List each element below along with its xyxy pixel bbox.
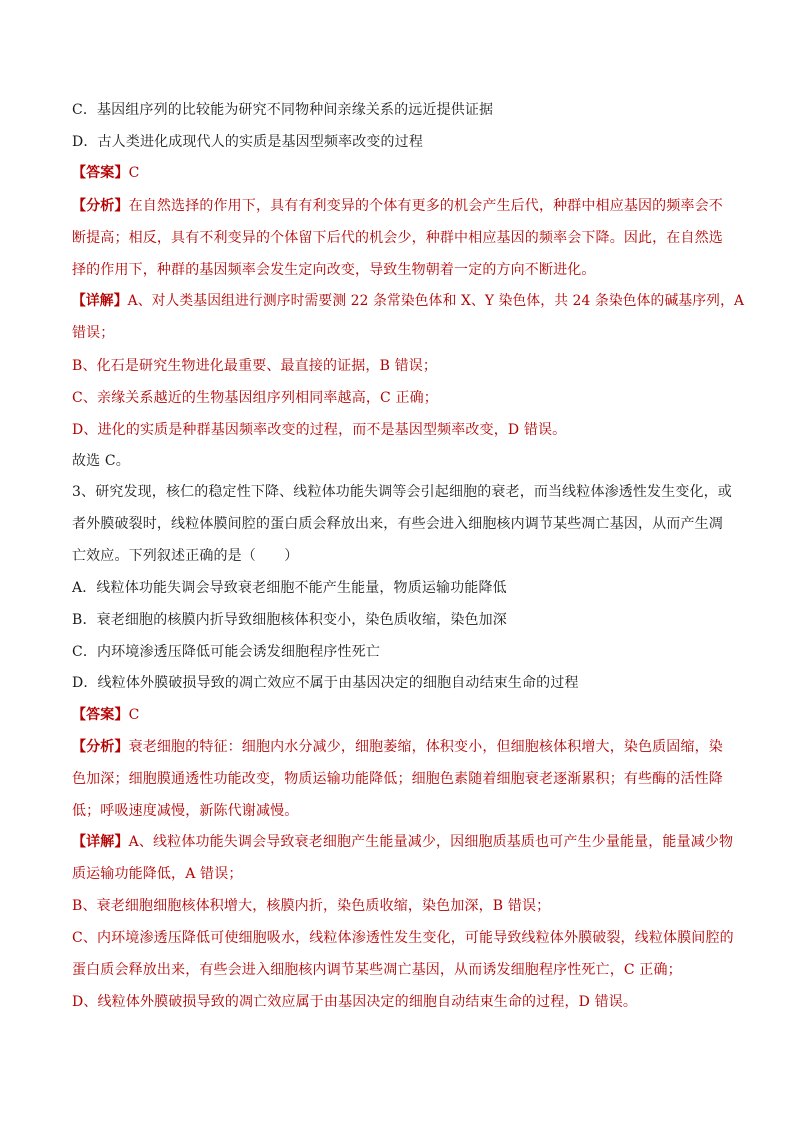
- q3-analysis-line-2: 色加深；细胞膜通透性功能改变，物质运输功能降低；细胞色素随着细胞衰老逐渐累积；有些酶的活性降: [72, 771, 723, 787]
- q3-detail-line-4: C、内环境渗透压降低可使细胞吸水，线粒体渗透性发生变化，可能导致线粒体外膜破裂，线粒体膜间腔的: [72, 930, 734, 946]
- detail-tag: 【详解】: [72, 834, 129, 850]
- q2-detail-line-4: C、亲缘关系越近的生物基因组序列相同率越高，C 正确；: [72, 390, 438, 406]
- q2-detail-line-3: B、化石是研究生物进化最重要、最直接的证据，B 错误；: [72, 358, 438, 374]
- q2-analysis-line-3: 择的作用下，种群的基因频率会发生定向改变，导致生物朝着一定的方向不断进化。: [72, 262, 596, 278]
- q3-analysis-line-1: [72, 737, 723, 757]
- q2-analysis-line-1: [72, 196, 723, 216]
- q2-detail-line-1: [72, 291, 744, 311]
- q3-option-a: A．线粒体功能失调会导致衰老细胞不能产生能量，物质运输功能降低: [72, 580, 507, 596]
- answer-tag: 【答案】: [72, 707, 129, 723]
- analysis-text: 衰老细胞的特征：细胞内水分减少，细胞萎缩，体积变小，但细胞核体积增大，染色质固缩，染: [128, 739, 723, 755]
- detail-text: A、线粒体功能失调会导致衰老细胞产生能量减少，因细胞质基质也可产生少量能量，能量减少物: [128, 834, 734, 850]
- analysis-text: 在自然选择的作用下，具有有利变异的个体有更多的机会产生后代，种群中相应基因的频率会不: [128, 198, 723, 214]
- detail-tag: 【详解】: [72, 293, 128, 309]
- detail-text: A、对人类基因组进行测序时需要测 22 条常染色体和 X、Y 染色体，共 24 条染色体的碱基序列，A: [127, 293, 745, 309]
- answer-tag: 【答案】: [72, 165, 129, 181]
- q3-option-d: D．线粒体外膜破损导致的凋亡效应不属于由基因决定的细胞自动结束生命的过程: [72, 675, 579, 691]
- q3-detail-line-3: B、衰老细胞细胞核体积增大，核膜内折，染色质收缩，染色加深，B 错误；: [72, 898, 551, 914]
- q2-conclusion: 故选 C。: [72, 453, 130, 469]
- q3-detail-line-5: 蛋白质会释放出来，有些会进入细胞核内调节某些凋亡基因，从而诱发细胞程序性死亡，C 正确；: [72, 962, 682, 978]
- q3-stem-line-3: 亡效应。下列叙述正确的是（ ）: [72, 548, 299, 564]
- q2-detail-line-2: 错误；: [72, 325, 115, 341]
- q2-analysis-line-2: 断提高；相反，具有不利变异的个体留下后代的机会少，种群中相应基因的频率会下降。因此，在自然选: [72, 230, 723, 246]
- q3-detail-line-6: D、线粒体外膜破损导致的凋亡效应属于由基因决定的细胞自动结束生命的过程，D 错误。: [72, 994, 638, 1010]
- q3-stem-line-1: 3、研究发现，核仁的稳定性下降、线粒体功能失调等会引起细胞的衰老，而当线粒体渗透性发生变化，或: [72, 484, 732, 500]
- q3-option-b: B．衰老细胞的核膜内折导致细胞核体积变小，染色质收缩，染色加深: [72, 612, 507, 628]
- analysis-tag: 【分析】: [72, 739, 129, 755]
- q3-analysis-line-3: 低；呼吸速度减慢，新陈代谢减慢。: [72, 803, 299, 819]
- answer-value: C: [128, 707, 140, 723]
- q2-detail-line-5: D、进化的实质是种群基因频率改变的过程，而不是基因型频率改变，D 错误。: [72, 422, 567, 438]
- q2-option-d: D．古人类进化成现代人的实质是基因型频率改变的过程: [72, 134, 423, 150]
- q3-stem-line-2: 者外膜破裂时，线粒体膜间腔的蛋白质会释放出来，有些会进入细胞核内调节某些凋亡基因，从而产生凋: [72, 516, 723, 532]
- q2-option-c: C．基因组序列的比较能为研究不同物种间亲缘关系的远近提供证据: [72, 102, 494, 118]
- q2-answer: [72, 163, 139, 183]
- answer-value: C: [128, 165, 140, 181]
- analysis-tag: 【分析】: [72, 198, 129, 214]
- q3-detail-line-1: [72, 832, 733, 852]
- q3-detail-line-2: 质运输功能降低，A 错误；: [72, 866, 243, 882]
- q3-answer: [72, 705, 139, 725]
- q3-option-c: C．内环境渗透压降低可能会诱发细胞程序性死亡: [72, 644, 381, 660]
